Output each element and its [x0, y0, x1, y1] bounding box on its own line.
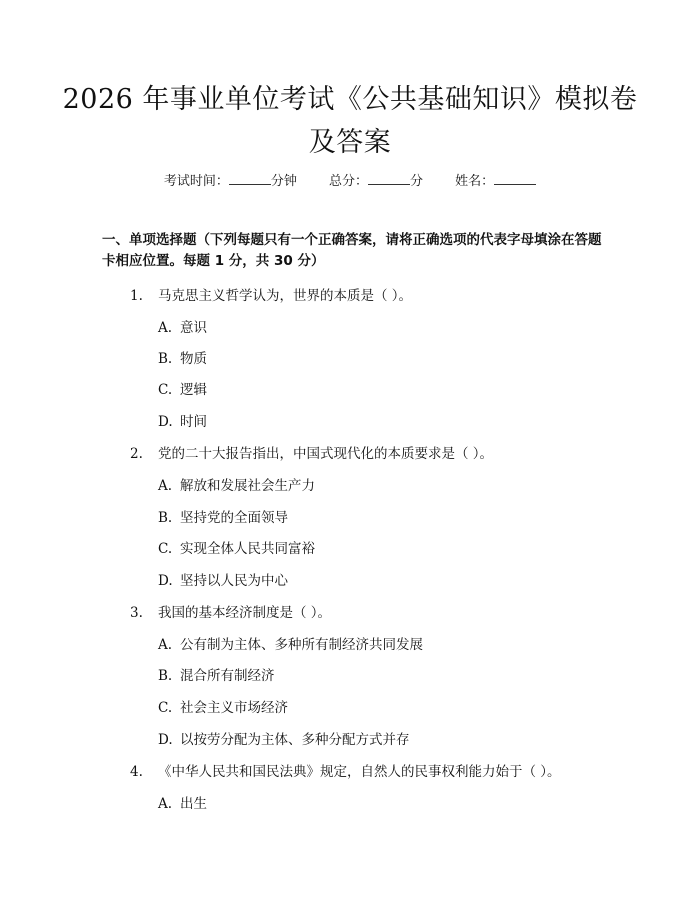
- question-text: 马克思主义哲学认为，世界的本质是（ ）。: [158, 288, 413, 304]
- exam-time-field: [164, 174, 297, 189]
- option-letter: B.: [158, 510, 173, 526]
- option-2a: [158, 474, 608, 494]
- question-text: 我国的基本经济制度是（ ）。: [158, 605, 332, 621]
- option-text: 社会主义市场经济: [180, 700, 288, 716]
- option-3c: [158, 696, 608, 716]
- name-blank: [494, 173, 536, 185]
- option-letter: C.: [158, 382, 173, 398]
- option-text: 实现全体人民共同富裕: [180, 541, 315, 557]
- question-text: 党的二十大报告指出，中国式现代化的本质要求是（ ）。: [158, 446, 494, 462]
- option-letter: D.: [158, 414, 173, 430]
- exam-info-line: [0, 170, 700, 189]
- question-number: 4.: [130, 764, 143, 780]
- option-letter: C.: [158, 700, 173, 716]
- option-4a: [158, 792, 608, 812]
- option-letter: A.: [158, 796, 173, 812]
- document-title: 2026 年事业单位考试《公共基础知识》模拟卷及答案: [62, 84, 638, 158]
- option-text: 以按劳分配为主体、多种分配方式并存: [180, 732, 410, 748]
- option-text: 时间: [180, 414, 207, 430]
- option-letter: D.: [158, 573, 173, 589]
- option-text: 公有制为主体、多种所有制经济共同发展: [180, 637, 423, 653]
- exam-time-blank: [229, 173, 271, 185]
- option-2b: [158, 506, 608, 526]
- total-score-blank: [368, 173, 410, 185]
- option-text: 混合所有制经济: [180, 668, 275, 684]
- option-text: 逻辑: [180, 382, 207, 398]
- name-field: [455, 174, 536, 189]
- option-1b: [158, 347, 608, 367]
- option-letter: A.: [158, 637, 173, 653]
- option-2d: [158, 569, 608, 589]
- option-letter: A.: [158, 320, 173, 336]
- option-letter: A.: [158, 478, 173, 494]
- option-1a: [158, 316, 608, 336]
- question-number: 1.: [130, 288, 143, 304]
- exam-time-label: 考试时间：: [163, 174, 229, 189]
- option-text: 坚持党的全面领导: [180, 510, 288, 526]
- exam-time-unit: 分钟: [270, 174, 297, 189]
- option-text: 意识: [180, 320, 207, 336]
- option-3a: [158, 633, 608, 653]
- option-letter: C.: [158, 541, 173, 557]
- question-4: [130, 760, 610, 780]
- option-text: 物质: [180, 351, 207, 367]
- option-text: 坚持以人民为中心: [180, 573, 288, 589]
- option-3d: [158, 728, 608, 748]
- question-text: 《中华人民共和国民法典》规定，自然人的民事权利能力始于（ ）。: [158, 764, 561, 780]
- option-letter: D.: [158, 732, 173, 748]
- total-score-field: [329, 174, 423, 189]
- question-2: [130, 442, 610, 462]
- question-3: [130, 601, 610, 621]
- section-heading: 一、单项选择题（下列每题只有一个正确答案，请将正确选项的代表字母填涂在答题卡相应位置。每题 1 分，共 30 分）: [102, 232, 602, 269]
- option-text: 解放和发展社会生产力: [180, 478, 315, 494]
- question-number: 3.: [130, 605, 143, 621]
- option-1c: [158, 378, 608, 398]
- option-3b: [158, 664, 608, 684]
- total-score-unit: 分: [410, 174, 424, 189]
- option-2c: [158, 537, 608, 557]
- name-label: 姓名：: [455, 174, 495, 189]
- option-letter: B.: [158, 351, 173, 367]
- question-1: [130, 284, 610, 304]
- option-letter: B.: [158, 668, 173, 684]
- option-1d: [158, 410, 608, 430]
- question-number: 2.: [130, 446, 143, 462]
- total-score-label: 总分：: [328, 174, 368, 189]
- option-text: 出生: [180, 796, 207, 812]
